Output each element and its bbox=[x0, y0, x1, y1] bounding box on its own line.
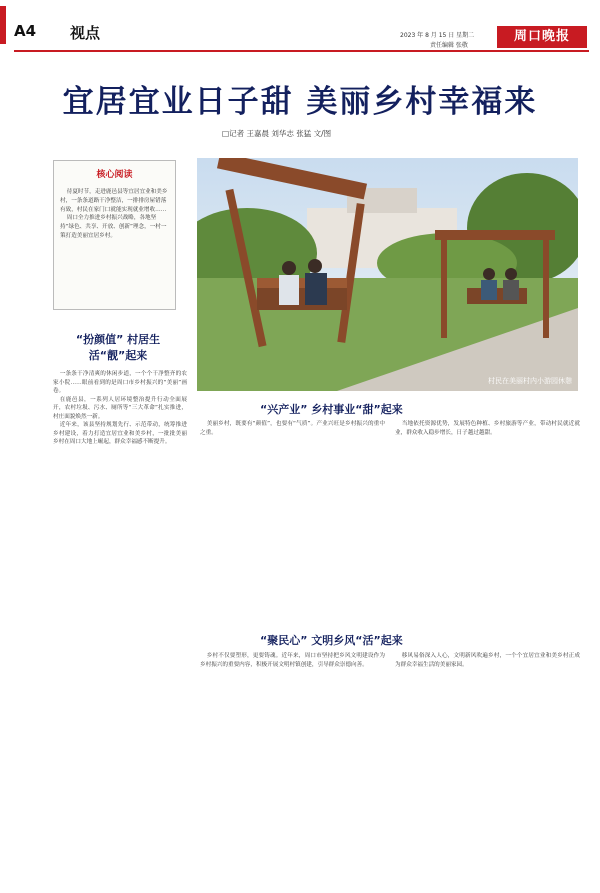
issue-date: 2023 年 8 月 15 日 星期二 bbox=[400, 32, 475, 39]
body-paragraph: 乡村不仅要塑形，更要铸魂。近年来，周口市坚持把乡风文明建设作为乡村振兴的重要内容，积极开展文明村镇创建，引导群众崇德向善。 bbox=[200, 653, 385, 668]
section-body-civility bbox=[200, 652, 580, 882]
village-photo bbox=[197, 158, 578, 391]
section-marker bbox=[0, 6, 6, 44]
core-reading-paragraph: 周口全力推进乡村振兴战略，各地坚持“绿色、共享、开放、创新”理念，一村一策打造美丽宜居乡村。 bbox=[60, 215, 167, 239]
village-swing-illustration bbox=[197, 158, 578, 391]
newspaper-logo: 周口晚报 bbox=[497, 26, 587, 48]
responsible-editor: 责任编辑 张敬 bbox=[430, 42, 468, 49]
body-paragraph: 在鹿邑县，一系列人居环境整治提升行动全面展开，农村垃圾、污水、厕所等“三大革命”扎实推进，村庄面貌焕然一新。 bbox=[53, 396, 187, 420]
section-heading-civility: “聚民心” 文明乡风“活”起来 bbox=[260, 634, 403, 647]
photo-caption: 村民在美丽村内小游园休憩 bbox=[488, 377, 572, 385]
core-reading-title: 核心阅读 bbox=[96, 170, 133, 180]
body-paragraph: 移风易俗深入人心，文明新风吹遍乡村，一个个宜居宜业和美乡村正成为群众幸福生活的美丽家园。 bbox=[395, 653, 580, 668]
body-paragraph: 一条条干净清爽的休闲步道，一个个干净整齐的农家小院……眼前看到的是周口市乡村振兴的“美丽”画卷。 bbox=[53, 371, 187, 394]
body-paragraph: 美丽乡村，既要有“颜值”，也要有“气质”。产业兴旺是乡村振兴的重中之重。 bbox=[200, 421, 385, 436]
body-paragraph: 当地依托资源优势，发展特色种植、乡村旅游等产业，带动村民就近就业，群众收入稳步增长，日子越过越甜。 bbox=[395, 421, 580, 436]
section-name: 视点 bbox=[70, 24, 101, 42]
article-headline: 宜居宜业日子甜 美丽乡村幸福来 bbox=[62, 84, 538, 120]
header-rule bbox=[14, 50, 589, 52]
core-reading-box bbox=[53, 160, 176, 310]
article-byline: □记者 王嘉晨 刘华志 张猛 文/图 bbox=[222, 129, 332, 138]
section-body-industry bbox=[200, 420, 580, 620]
body-paragraph: 近年来，该县坚持规划先行、示范带动，统筹推进乡村建设，着力打造宜居宜业和美乡村，一批批美丽乡村在周口大地上崛起，群众幸福感不断提升。 bbox=[53, 422, 187, 445]
core-reading-paragraph: 待夏时节，走进鹿邑县等宜居宜业和美乡村，一条条道路干净整洁，一排排房屋错落有致，村民在家门口就能实现就业增收…… bbox=[60, 189, 168, 213]
section-heading-appearance: “扮颜值” 村居生活“靓”起来 bbox=[75, 333, 161, 362]
section-heading-industry: “兴产业” 乡村事业“甜”起来 bbox=[260, 403, 403, 416]
page-header bbox=[0, 0, 600, 50]
section-number: A4 bbox=[14, 22, 37, 40]
section-body-appearance bbox=[53, 370, 187, 845]
